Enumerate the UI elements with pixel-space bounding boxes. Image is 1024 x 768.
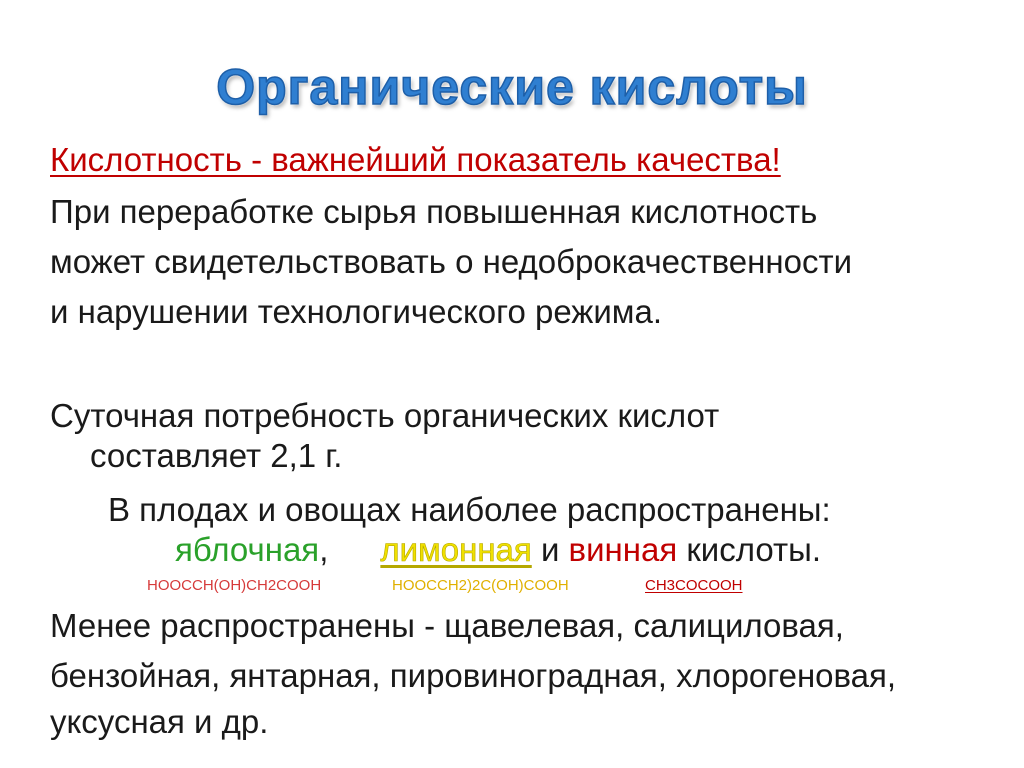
intro-line-3: и нарушении технологического режима. [50, 293, 663, 330]
daily-line-2: составляет 2,1 г. [90, 437, 343, 474]
daily-line-1: Суточная потребность органических кислот [50, 397, 720, 434]
slide-title: Органические кислоты [216, 59, 808, 115]
formula-tartaric: CH3COCOOH [645, 577, 743, 594]
conjunction-and: и [540, 531, 560, 568]
headline: Кислотность - важнейший показатель качества! [50, 141, 781, 178]
formula-citric: HOOCCH2)2C(OH)COOH [392, 577, 569, 594]
intro-line-1: При переработке сырья повышенная кислотность [50, 193, 818, 230]
comma: , [319, 531, 329, 568]
formula-malic: HOOCCH(OH)CH2COOH [147, 577, 322, 594]
fruits-line-1: В плодах и овощах наиболее распространены: [108, 491, 831, 528]
less-common-line-2: бензойная, янтарная, пировиноградная, хлорогеновая, [50, 657, 897, 694]
intro-line-2: может свидетельствовать о недоброкачественности [50, 243, 853, 280]
acid-citric: лимонная [380, 531, 532, 568]
acid-tartaric: винная [568, 531, 678, 568]
acid-malic: яблочная [175, 531, 320, 568]
fruits-line-2 [175, 530, 821, 570]
less-common-line-3: уксусная и др. [50, 703, 269, 740]
acids-suffix: кислоты. [686, 531, 821, 568]
less-common-line-1: Менее распространены - щавелевая, салициловая, [50, 607, 844, 644]
